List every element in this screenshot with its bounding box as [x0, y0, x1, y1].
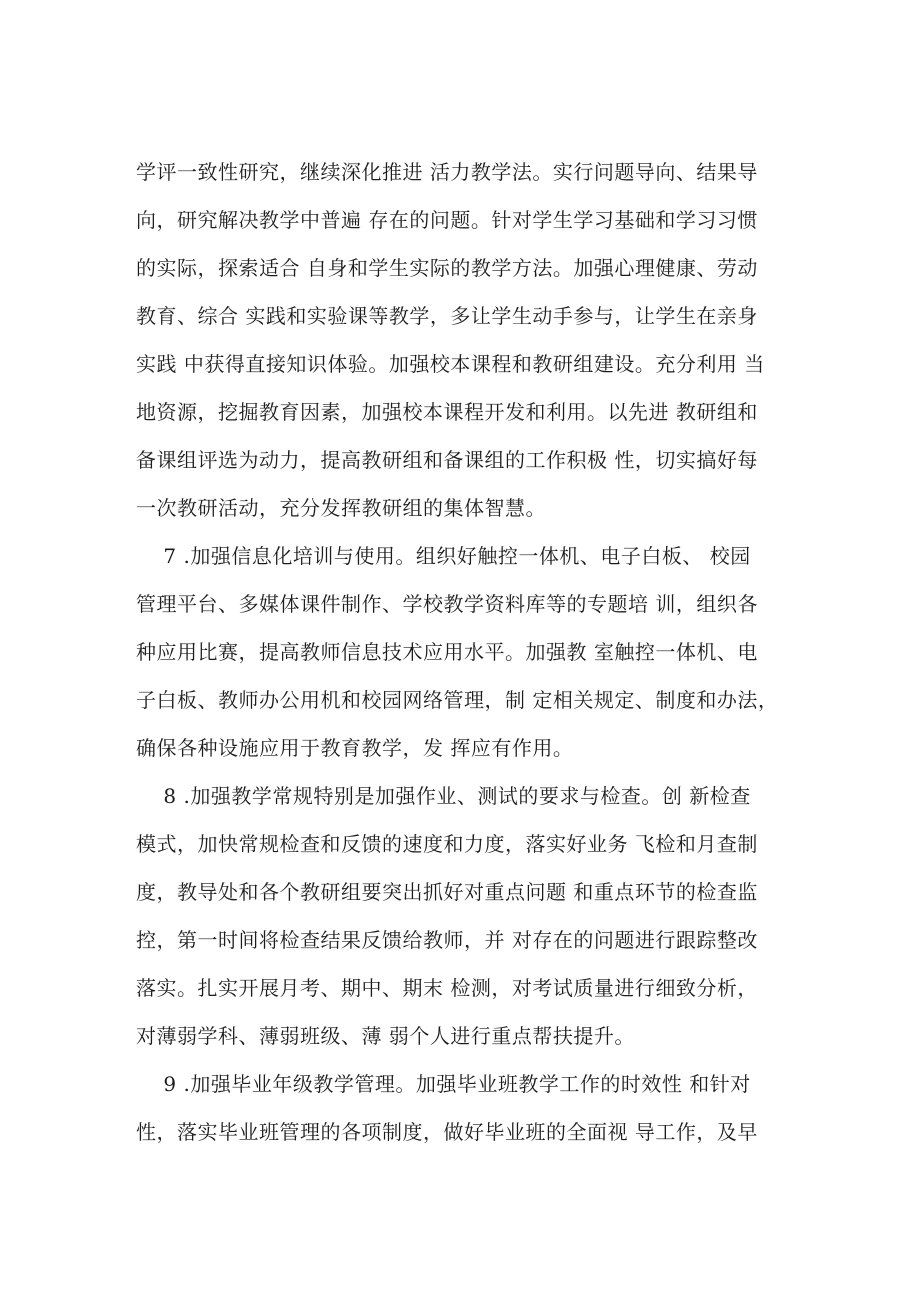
paragraph-7-line: 7 .加强信息化培训与使用。组织好触控一体机、电子白板、 校园: [136, 544, 751, 568]
text-line: 备课组评选为动力，提高教研组和备课组的工作积极 性，切实搞好每: [136, 448, 758, 472]
text-line: 对薄弱学科、薄弱班级、薄 弱个人进行重点帮扶提升。: [136, 1024, 635, 1048]
text-line: 控，第一时间将检查结果反馈给教师，并 对存在的问题进行跟踪整改: [136, 928, 758, 952]
text-line: 种应用比赛，提高教师信息技术应用水平。加强教 室触控一体机、电: [136, 640, 758, 664]
text-line: 的实际，探索适合 自身和学生实际的教学方法。加强心理健康、劳动: [136, 256, 758, 280]
text-line: 模式，加快常规检查和反馈的速度和力度，落实好业务 飞检和月查制: [136, 832, 758, 856]
text-line: 性，落实毕业班管理的各项制度，做好毕业班的全面视 导工作，及早: [136, 1120, 758, 1144]
text-line: 一次教研活动，充分发挥教研组的集体智慧。: [136, 496, 546, 520]
text-line: 管理平台、多媒体课件制作、学校教学资料库等的专题培 训，组织各: [136, 592, 758, 616]
text-line: 学评一致性研究，继续深化推进 活力教学法。实行问题导向、结果导: [136, 160, 758, 184]
paragraph-8-line: 8 .加强教学常规特别是加强作业、测试的要求与检查。创 新检查: [136, 784, 751, 808]
text-line: 向，研究解决教学中普遍 存在的问题。针对学生学习基础和学习习惯: [136, 208, 758, 232]
text-line: 度，教导处和各个教研组要突出抓好对重点问题 和重点环节的检查监: [136, 880, 758, 904]
text-line: 确保各种设施应用于教育教学，发 挥应有作用。: [136, 736, 574, 760]
text-line: 子白板、教师办公用机和校园网络管理，制 定相关规定、制度和办法，: [136, 688, 779, 712]
text-line: 落实。扎实开展月考、期中、期末 检测，对考试质量进行细致分析，: [136, 976, 758, 1000]
text-line: 教育、综合 实践和实验课等教学，多让学生动手参与，让学生在亲身: [136, 304, 758, 328]
text-line: 实践 中获得直接知识体验。加强校本课程和教研组建设。充分利用 当: [136, 352, 765, 376]
paragraph-9-line: 9 .加强毕业年级教学管理。加强毕业班教学工作的时效性 和针对: [136, 1072, 751, 1096]
text-line: 地资源，挖掘教育因素，加强校本课程开发和利用。以先进 教研组和: [136, 400, 758, 424]
